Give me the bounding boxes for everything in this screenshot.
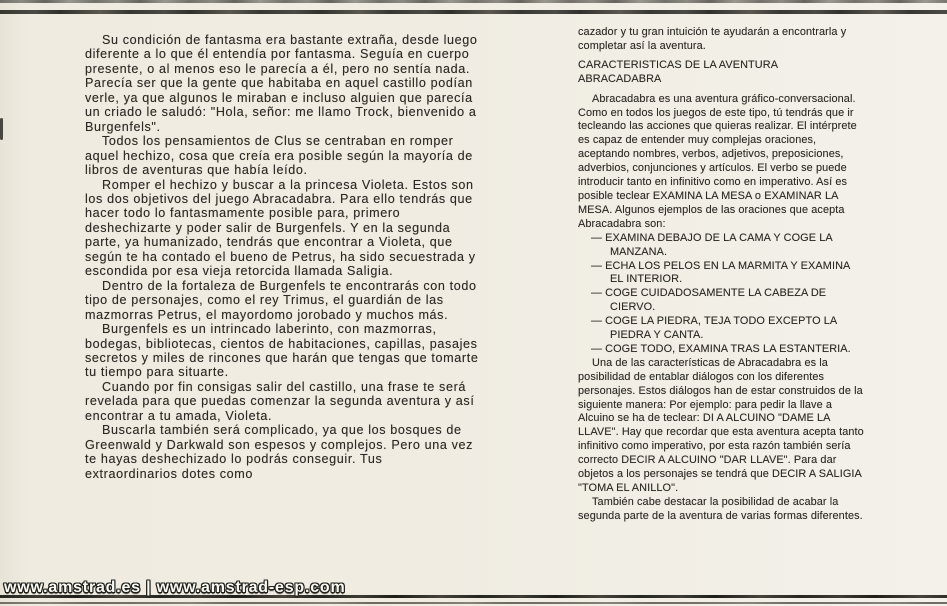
paragraph-castle-characters: Dentro de la fortaleza de Burgenfels te encontrarás con todo tipo de personajes, como el rey Trimus, el guardián de las mazmorras Petrus, el mayordomo jorobado y muchos más. xyxy=(85,278,477,322)
example-command: — EXAMINA DEBAJO DE LA CAMA Y COGE LA MANZANA. xyxy=(591,231,833,258)
section-heading-line-1: CARACTERISTICAS DE LA AVENTURA xyxy=(578,58,779,71)
paragraph-multiple-endings: También cabe destacar la posibilidad de acabar la segunda parte de la aventura de varias formas diferentes. xyxy=(578,495,863,522)
right-text-column xyxy=(578,26,865,524)
example-command: — COGE TODO, EXAMINA TRAS LA ESTANTERIA. xyxy=(591,342,851,355)
paragraph-parser-description: Abracadabra es una aventura gráfico-conversacional. Como en todos los juegos de este tipo, tú tendrás que ir tecleando las acciones que quieras realizar. El intérprete es capaz de entender muy complejas oraciones, aceptando nombres, verbos, adjetivos, preposiciones, adverbios, conjunciones y artículos. El verbo se puede introducir tanto en infinitivo como en imperativo. Así es posible teclear EXAMINA LA MESA o EXAMINAR LA MESA. Algunos ejemplos de las oraciones que acepta Abracadabra son: xyxy=(578,92,857,230)
section-heading-line-2: ABRACADABRA xyxy=(578,72,662,85)
scan-top-edge-line-inner xyxy=(0,10,947,14)
example-commands-list xyxy=(578,232,865,357)
left-text-column xyxy=(85,33,479,481)
example-command: — COGE CUIDADOSAMENTE LA CABEZA DE CIERVO. xyxy=(591,287,827,314)
scan-top-edge-line-outer xyxy=(0,0,947,3)
paragraph-continuation: cazador y tu gran intuición te ayudarán a encontrarla y completar así la aventura. xyxy=(578,26,847,52)
paragraph-ghost-condition: Su condición de fantasma era bastante extraña, desde luego diferente a lo que él entendía por fantasma. Seguía en cuerpo presente, o al menos eso le parecía a él, pero no sentía nada. Parecía ser que la gente que habitaba en aquel castillo podían verle, ya que algunos le miraban e incluso alguien que parecía un criado le saludó: "Hola, señor: me llamo Trock, bienvenido a Burgenfels". xyxy=(85,33,478,134)
example-command: — ECHA LOS PELOS EN LA MARMITA Y EXAMINA EL INTERIOR. xyxy=(591,259,850,286)
watermark: www.amstrad.es | www.amstrad-esp.com xyxy=(4,579,346,596)
paragraph-labyrinth: Burgenfels es un intrincado laberinto, con mazmorras, bodegas, bibliotecas, cientos de habitaciones, capillas, pasajes secretos y miles de rincones que harán que tengas que tomarte tu tiempo para situarte. xyxy=(85,322,479,380)
paragraph-game-objectives: Romper el hechizo y buscar a la princesa Violeta. Estos son los dos objetivos del juego Abracadabra. Para ello tendrás que hacer todo lo fantasmamente posible para, primero deshechizarte y poder salir de Burgenfels. Y en la segunda parte, ya humanizado, tendrás que encontrar a Violeta, que según te ha contado el bueno de Petrus, ha sido secuestrada y escondida por esa vieja retorcida llamada Saligia. xyxy=(85,177,476,279)
section-heading xyxy=(578,59,865,87)
paragraph-forests: Buscarla también será complicado, ya que los bosques de Greenwald y Darkwald son espesos y complejos. Pero una vez te hayas deshechizado lo podrás conseguir. Tus extraordinarios dotes como xyxy=(85,423,474,481)
paragraph-secret-phrase: Cuando por fin consigas salir del castillo, una frase te será revelada para que puedas comenzar la segunda aventura y así encontrar a tu amada, Violeta. xyxy=(85,379,475,423)
scan-left-edge-mark xyxy=(0,118,3,140)
paragraph-dialogs: Una de las características de Abracadabra es la posibilidad de entablar diálogos con los diferentes personajes. Estos diálogos han de estar construidos de la siguiente manera: Por ejemplo: para pedir la llave a Alcuino se ha de teclear: DI A ALCUINO "DAME LA LLAVE". Hay que recordar que esta aventura acepta tanto infinitivo como imperativo, por esta razón también sería correcto DECIR A ALCUINO "DAR LLAVE". Para dar objetos a los personajes se tendrá que DECIR A SALIGIA "TOMA EL ANILLO". xyxy=(578,356,864,494)
paragraph-clus-thoughts: Todos los pensamientos de Clus se centraban en romper aquel hechizo, cosa que creía era posible según la mayoría de libros de aventuras que había leído. xyxy=(85,134,473,178)
scan-bottom-edge-line-lower xyxy=(0,602,947,604)
example-command: — COGE LA PIEDRA, TEJA TODO EXCEPTO LA PIEDRA Y CANTA. xyxy=(591,315,837,342)
